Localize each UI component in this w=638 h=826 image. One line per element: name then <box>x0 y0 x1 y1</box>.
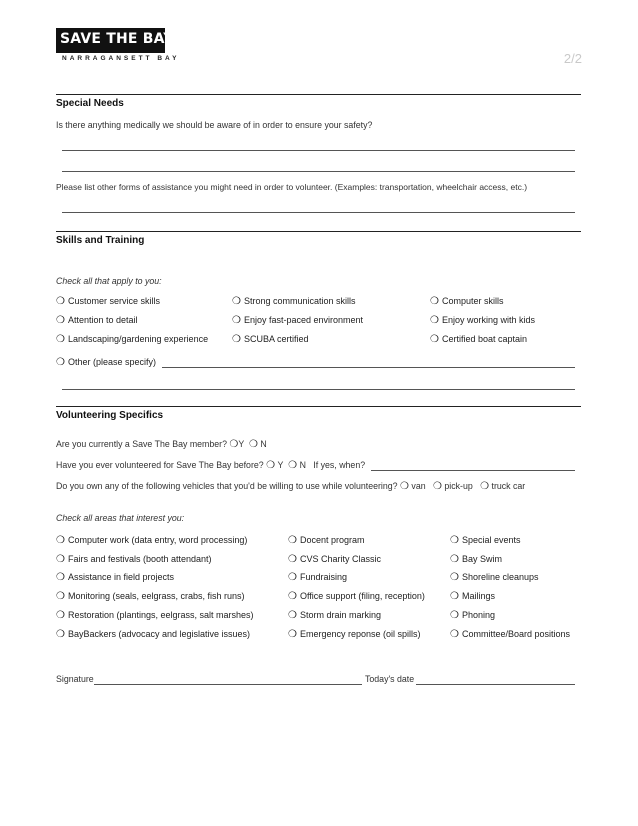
checkbox-icon[interactable]: ❍ <box>450 610 459 621</box>
interest-fairs[interactable]: ❍ Fairs and festivals (booth attendant) <box>56 554 212 565</box>
volunteered-question-row: Have you ever volunteered for Save The Bay before? ❍ Y ❍ N If yes, when? <box>56 460 366 471</box>
checkbox-icon[interactable]: ❍ <box>430 315 439 326</box>
skill-landscaping[interactable]: ❍ Landscaping/gardening experience <box>56 334 209 345</box>
checkbox-icon[interactable]: ❍ <box>288 572 297 583</box>
checkbox-icon[interactable]: ❍ <box>288 591 297 602</box>
interest-emergency[interactable]: ❍ Emergency reponse (oil spills) <box>288 629 421 640</box>
interest-shoreline[interactable]: ❍ Shoreline cleanups <box>450 572 539 583</box>
interest-baybackers[interactable]: ❍ BayBackers (advocacy and legislative issues) <box>56 629 251 640</box>
volunteering-title: Volunteering Specifics <box>56 410 164 421</box>
interest-docent[interactable]: ❍ Docent program <box>288 535 365 546</box>
interest-storm-drain[interactable]: ❍ Storm drain marking <box>288 610 381 621</box>
interest-bay-swim[interactable]: ❍ Bay Swim <box>450 554 502 565</box>
checkbox-icon[interactable]: ❍ <box>56 357 65 368</box>
volunteered-when-line[interactable] <box>371 470 575 471</box>
checkbox-icon[interactable]: ❍ <box>56 296 65 307</box>
interest-fundraising[interactable]: ❍ Fundraising <box>288 572 347 583</box>
checkbox-icon[interactable]: ❍ <box>56 572 65 583</box>
page-number: 2/2 <box>563 51 582 66</box>
skill-communication[interactable]: ❍ Strong communication skills <box>232 296 356 307</box>
checkbox-icon[interactable]: ❍ <box>266 460 276 471</box>
checkbox-icon[interactable]: ❍ <box>56 535 65 546</box>
checkbox-icon[interactable]: ❍ <box>229 439 239 450</box>
skill-scuba[interactable]: ❍ SCUBA certified <box>232 334 309 345</box>
checkbox-icon[interactable]: ❍ <box>56 591 65 602</box>
interest-computer-work[interactable]: ❍ Computer work (data entry, word processing) <box>56 535 248 546</box>
assistance-question: Please list other forms of assistance you might need in order to volunteer. (Examples: transportation, wheelchair access, etc.) <box>56 182 528 192</box>
member-question-row: Are you currently a Save The Bay member? ❍Y ❍ N <box>56 439 267 450</box>
checkbox-icon[interactable]: ❍ <box>288 610 297 621</box>
checkbox-icon[interactable]: ❍ <box>232 296 241 307</box>
interest-mailings[interactable]: ❍ Mailings <box>450 591 495 602</box>
other-skill-line-2[interactable] <box>62 389 575 390</box>
checkbox-icon[interactable]: ❍ <box>430 334 439 345</box>
skills-instruction: Check all that apply to you: <box>56 276 162 286</box>
checkbox-icon[interactable]: ❍ <box>480 481 490 492</box>
interest-instruction: Check all areas that interest you: <box>56 513 185 523</box>
interest-monitoring[interactable]: ❍ Monitoring (seals, eelgrass, crabs, fish runs) <box>56 591 245 602</box>
checkbox-icon[interactable]: ❍ <box>450 591 459 602</box>
checkbox-icon[interactable]: ❍ <box>56 554 65 565</box>
checkbox-icon[interactable]: ❍ <box>56 334 65 345</box>
assistance-answer-line[interactable] <box>62 212 575 213</box>
interest-cvs[interactable]: ❍ CVS Charity Classic <box>288 554 381 565</box>
checkbox-icon[interactable]: ❍ <box>56 629 65 640</box>
special-needs-title: Special Needs <box>56 98 124 109</box>
other-skill-line[interactable] <box>162 367 575 368</box>
checkbox-icon[interactable]: ❍ <box>288 554 297 565</box>
checkbox-icon[interactable]: ❍ <box>450 629 459 640</box>
date-line[interactable] <box>416 684 575 685</box>
section-rule <box>56 231 581 232</box>
medical-answer-line-2[interactable] <box>62 171 575 172</box>
section-rule <box>56 406 581 407</box>
checkbox-icon[interactable]: ❍ <box>288 460 298 471</box>
skill-computer[interactable]: ❍ Computer skills <box>430 296 504 307</box>
interest-committee[interactable]: ❍ Committee/Board positions <box>450 629 571 640</box>
medical-answer-line-1[interactable] <box>62 150 575 151</box>
medical-question: Is there anything medically we should be aware of in order to ensure your safety? <box>56 120 373 130</box>
checkbox-icon[interactable]: ❍ <box>56 315 65 326</box>
checkbox-icon[interactable]: ❍ <box>249 439 258 450</box>
skill-kids[interactable]: ❍ Enjoy working with kids <box>430 315 536 326</box>
checkbox-icon[interactable]: ❍ <box>288 629 297 640</box>
skill-boat-captain[interactable]: ❍ Certified boat captain <box>430 334 528 345</box>
interest-special-events[interactable]: ❍ Special events <box>450 535 521 546</box>
skills-title: Skills and Training <box>56 235 145 246</box>
checkbox-icon[interactable]: ❍ <box>450 572 459 583</box>
checkbox-icon[interactable]: ❍ <box>430 296 439 307</box>
skill-attention[interactable]: ❍ Attention to detail <box>56 315 138 326</box>
skill-other[interactable]: ❍ Other (please specify) <box>56 357 157 368</box>
skill-customer-service[interactable]: ❍ Customer service skills <box>56 296 160 307</box>
checkbox-icon[interactable]: ❍ <box>432 481 442 492</box>
vehicles-question-row: Do you own any of the following vehicles that you'd be willing to use while volunteering? ❍ van ❍ pick-up ❍ truck car <box>56 481 526 492</box>
date-label: Today's date <box>365 674 415 684</box>
interest-phoning[interactable]: ❍ Phoning <box>450 610 495 621</box>
signature-label: Signature <box>56 674 94 684</box>
skill-fast-paced[interactable]: ❍ Enjoy fast-paced environment <box>232 315 364 326</box>
interest-restoration[interactable]: ❍ Restoration (plantings, eelgrass, salt marshes) <box>56 610 254 621</box>
logo-text: SAVE THE BAY® <box>60 31 188 47</box>
checkbox-icon[interactable]: ❍ <box>232 334 241 345</box>
interest-office-support[interactable]: ❍ Office support (filing, reception) <box>288 591 425 602</box>
checkbox-icon[interactable]: ❍ <box>56 610 65 621</box>
checkbox-icon[interactable]: ❍ <box>288 535 297 546</box>
checkbox-icon[interactable]: ❍ <box>400 481 409 492</box>
logo-subtitle: NARRAGANSETT BAY <box>62 55 180 62</box>
section-rule <box>56 94 581 95</box>
signature-line[interactable] <box>94 684 362 685</box>
checkbox-icon[interactable]: ❍ <box>450 535 459 546</box>
checkbox-icon[interactable]: ❍ <box>232 315 241 326</box>
checkbox-icon[interactable]: ❍ <box>450 554 459 565</box>
interest-field-projects[interactable]: ❍ Assistance in field projects <box>56 572 175 583</box>
